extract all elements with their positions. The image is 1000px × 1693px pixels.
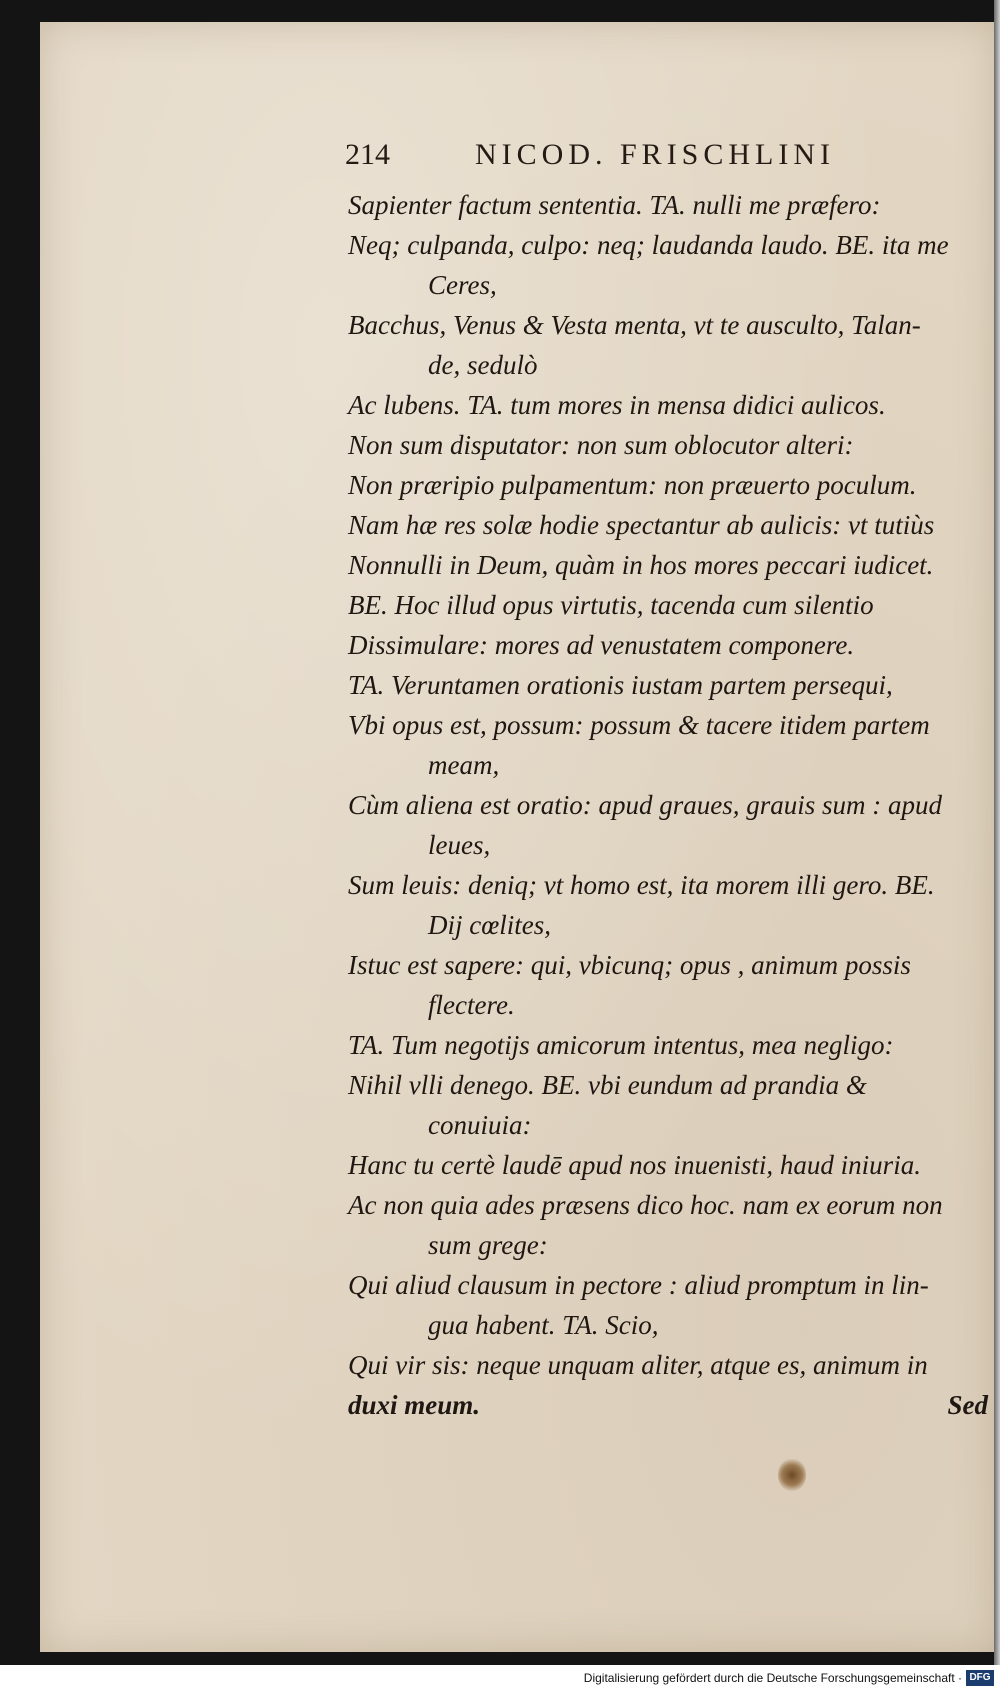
running-head: NICOD. FRISCHLINI bbox=[475, 138, 836, 171]
page-header bbox=[345, 138, 905, 178]
text-line: Cùm aliena est oratio: apud graues, grauis sum : apud bbox=[348, 790, 942, 820]
text-line: de, sedulò bbox=[428, 350, 538, 380]
text-line: flectere. bbox=[428, 990, 515, 1020]
text-line: Non præripio pulpamentum: non præuerto poculum. bbox=[348, 470, 917, 500]
footer-bar bbox=[0, 1665, 1000, 1693]
text-line: Vbi opus est, possum: possum & tacere itidem partem bbox=[348, 710, 930, 740]
text-line: Ceres, bbox=[428, 270, 497, 300]
verse-text bbox=[348, 185, 988, 1425]
text-line: BE. Hoc illud opus virtutis, tacenda cum silentio bbox=[348, 590, 874, 620]
text-line: conuiuia: bbox=[428, 1110, 532, 1140]
text-line: Dissimulare: mores ad venustatem componere. bbox=[348, 630, 855, 660]
text-line: Qui vir sis: neque unquam aliter, atque es, animum in bbox=[348, 1350, 928, 1380]
text-line: Sum leuis: deniq; vt homo est, ita morem illi gero. BE. bbox=[348, 870, 935, 900]
text-line: leues, bbox=[428, 830, 491, 860]
text-line: TA. Veruntamen orationis iustam partem persequi, bbox=[348, 670, 893, 700]
scan-edge bbox=[994, 0, 1000, 1665]
text-line: TA. Tum negotijs amicorum intentus, mea negligo: bbox=[348, 1030, 894, 1060]
text-line: Nihil vlli denego. BE. vbi eundum ad prandia & bbox=[348, 1070, 867, 1100]
text-line: Ac lubens. TA. tum mores in mensa didici aulicos. bbox=[348, 390, 886, 420]
text-line: Bacchus, Venus & Vesta menta, vt te ausculto, Talan- bbox=[348, 310, 921, 340]
text-line: Dij cœlites, bbox=[428, 910, 551, 940]
catchword: Sed bbox=[947, 1390, 988, 1420]
text-line: meam, bbox=[428, 750, 500, 780]
text-line: Nam hæ res solæ hodie spectantur ab aulicis: vt tutiùs bbox=[348, 510, 935, 540]
ink-stain bbox=[778, 1458, 806, 1492]
last-line-text: duxi meum. bbox=[348, 1390, 481, 1420]
text-line: Qui aliud clausum in pectore : aliud promptum in lin- bbox=[348, 1270, 929, 1300]
text-line: Non sum disputator: non sum oblocutor alteri: bbox=[348, 430, 854, 460]
text-line: Istuc est sapere: qui, vbicunq; opus , animum possis bbox=[348, 950, 911, 980]
text-line: gua habent. TA. Scio, bbox=[428, 1310, 659, 1340]
text-line: Nonnulli in Deum, quàm in hos mores peccari iudicet. bbox=[348, 550, 934, 580]
text-line: sum grege: bbox=[428, 1230, 548, 1260]
text-line: Sapienter factum sententia. TA. nulli me præfero: bbox=[348, 190, 881, 220]
text-line: Neq; culpanda, culpo: neq; laudanda laudo. BE. ita me bbox=[348, 230, 949, 260]
text-line-last bbox=[348, 1385, 988, 1425]
funding-notice: Digitalisierung gefördert durch die Deutsche Forschungsgemeinschaft · bbox=[583, 1671, 962, 1685]
text-line: Ac non quia ades præsens dico hoc. nam ex eorum non bbox=[348, 1190, 943, 1220]
dfg-logo: DFG bbox=[966, 1670, 994, 1686]
page-number: 214 bbox=[345, 138, 390, 171]
text-line: Hanc tu certè laudē apud nos inuenisti, haud iniuria. bbox=[348, 1150, 921, 1180]
